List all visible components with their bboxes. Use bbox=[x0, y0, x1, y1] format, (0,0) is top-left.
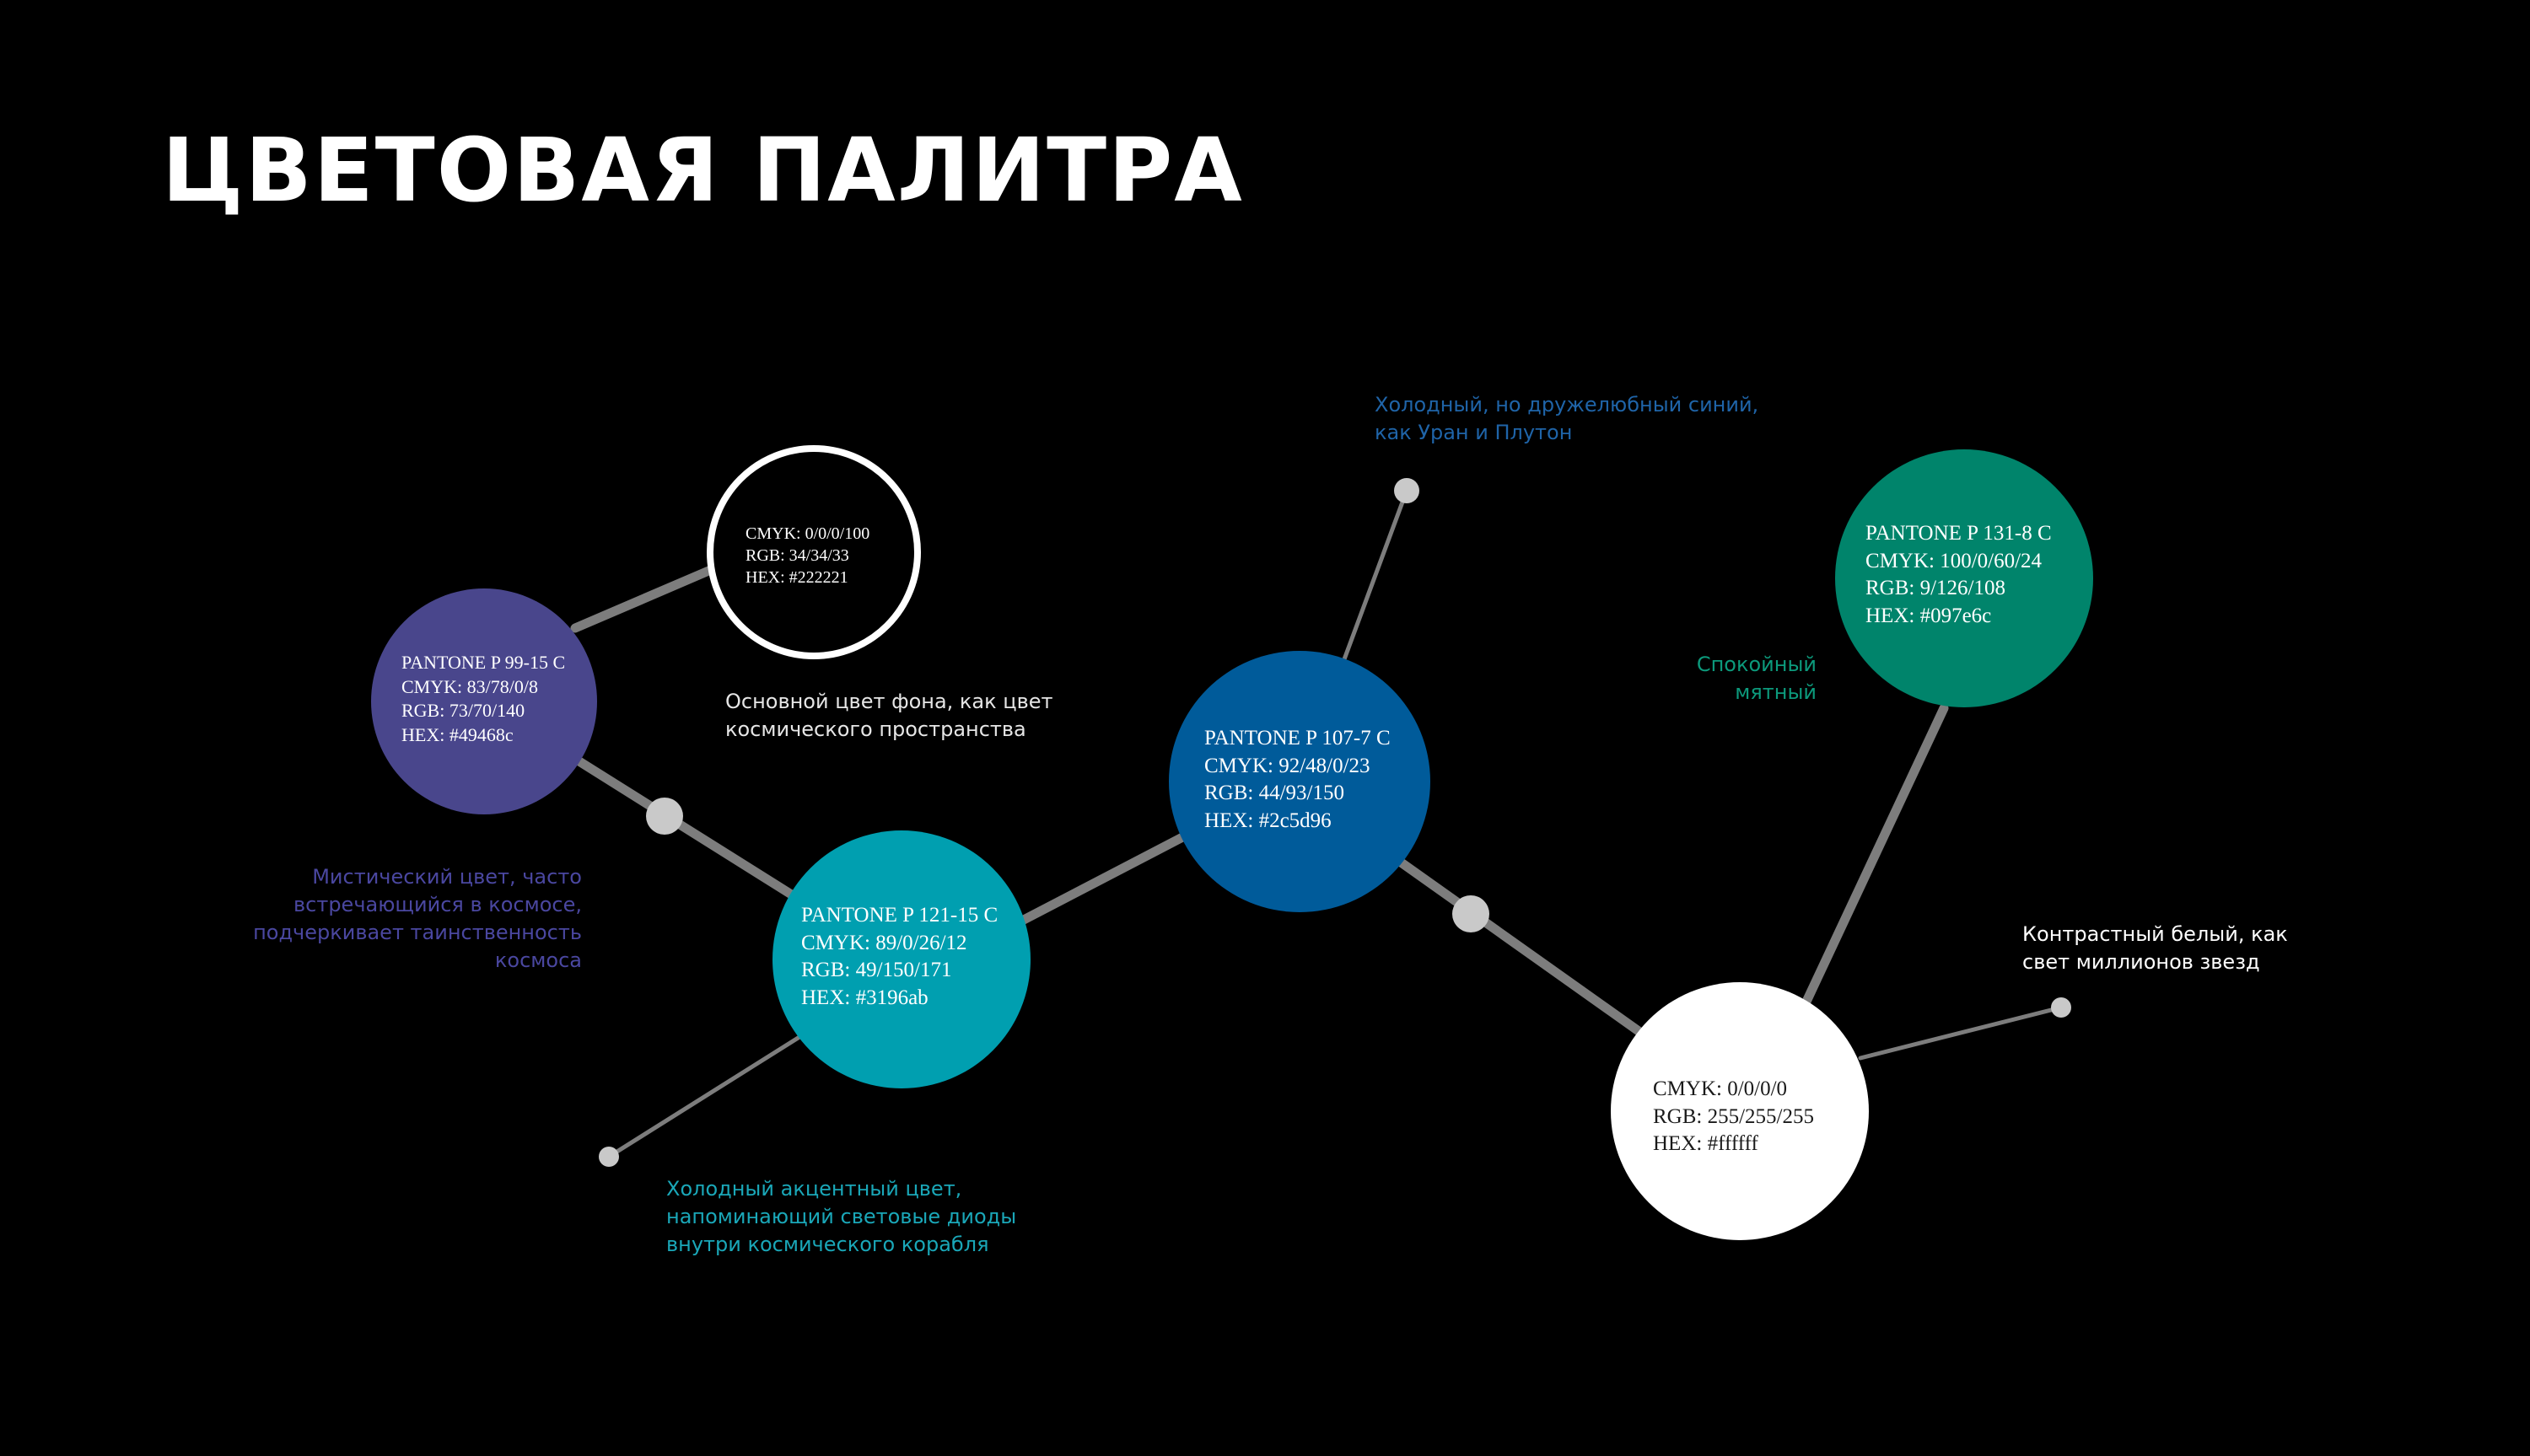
note-mint-line-1: Спокойный bbox=[1696, 653, 1817, 676]
swatch-cyan-info bbox=[801, 902, 998, 1012]
connector-white-mint bbox=[1806, 708, 1944, 1002]
swatch-black-rgb: RGB: 34/34/33 bbox=[746, 546, 849, 565]
connector-violet-cyan bbox=[575, 759, 793, 895]
note-mint-line-2: мятный bbox=[1735, 680, 1817, 704]
swatch-cyan-pantone: PANTONE P 121-15 C bbox=[801, 904, 999, 927]
swatch-violet-rgb: RGB: 73/70/140 bbox=[401, 700, 525, 722]
swatch-mint-cmyk: CMYK: 100/0/60/24 bbox=[1865, 549, 2043, 572]
note-blue-line-2: как Уран и Плутон bbox=[1375, 421, 1573, 444]
note-cyan-line-1: Холодный акцентный цвет, bbox=[666, 1177, 962, 1201]
swatch-mint-rgb: RGB: 9/126/108 bbox=[1865, 577, 2005, 599]
swatch-cyan-hex: HEX: #3196ab bbox=[801, 986, 929, 1009]
swatch-black-hex: HEX: #222221 bbox=[746, 568, 848, 587]
swatch-black-info bbox=[746, 523, 869, 588]
note-mint bbox=[1697, 651, 1817, 707]
note-black-line-1: Основной цвет фона, как цвет bbox=[725, 690, 1053, 713]
node-blue-white bbox=[1452, 895, 1489, 932]
note-violet-line-3: подчеркивает таинственность bbox=[253, 921, 582, 944]
note-cyan-line-2: напоминающий световые диоды bbox=[666, 1205, 1017, 1228]
swatch-white-info bbox=[1653, 1076, 1814, 1158]
swatch-cyan-rgb: RGB: 49/150/171 bbox=[801, 959, 952, 981]
swatch-mint-hex: HEX: #097e6c bbox=[1865, 604, 1992, 627]
note-blue bbox=[1375, 391, 1758, 447]
pin-blue bbox=[1394, 478, 1419, 503]
swatch-violet-hex: HEX: #49468c bbox=[401, 723, 514, 745]
pin-white bbox=[2051, 997, 2071, 1018]
note-black-line-2: космического пространства bbox=[725, 717, 1026, 741]
note-cyan bbox=[666, 1175, 1016, 1259]
note-black bbox=[725, 688, 1052, 744]
swatch-mint-info bbox=[1865, 520, 2052, 630]
note-white-line-1: Контрастный белый, как bbox=[2022, 922, 2288, 946]
swatch-blue-hex: HEX: #2c5d96 bbox=[1204, 809, 1332, 832]
connector-white-pin bbox=[1860, 1007, 2061, 1058]
swatch-violet-cmyk: CMYK: 83/78/0/8 bbox=[401, 675, 538, 697]
swatch-blue-cmyk: CMYK: 92/48/0/23 bbox=[1204, 754, 1370, 777]
page-title: ЦВЕТОВАЯ ПАЛИТРА bbox=[162, 119, 1244, 222]
connector-cyan-pin bbox=[609, 1037, 799, 1157]
swatch-mint-pantone: PANTONE P 131-8 C bbox=[1865, 522, 2052, 545]
note-violet-line-1: Мистический цвет, часто bbox=[312, 865, 582, 889]
note-violet-line-2: встречающийся в космосе, bbox=[293, 893, 582, 916]
swatch-blue-info bbox=[1204, 725, 1391, 835]
swatch-white-cmyk: CMYK: 0/0/0/0 bbox=[1653, 1077, 1788, 1100]
note-violet-line-4: космоса bbox=[494, 948, 582, 972]
connector-cyan-blue bbox=[1022, 835, 1187, 921]
note-blue-line-1: Холодный, но дружелюбный синий, bbox=[1375, 393, 1759, 416]
swatch-violet-info bbox=[401, 651, 565, 747]
swatch-violet-pantone: PANTONE P 99-15 C bbox=[401, 652, 566, 673]
swatch-black-cmyk: CMYK: 0/0/0/100 bbox=[746, 524, 870, 543]
note-white-line-2: свет миллионов звезд bbox=[2022, 950, 2260, 974]
swatch-white-rgb: RGB: 255/255/255 bbox=[1653, 1104, 1814, 1128]
swatch-blue-pantone: PANTONE P 107-7 C bbox=[1204, 727, 1391, 749]
note-violet bbox=[253, 863, 582, 975]
note-white bbox=[2022, 921, 2288, 976]
connector-blue-pin bbox=[1344, 491, 1407, 659]
swatch-cyan-cmyk: CMYK: 89/0/26/12 bbox=[801, 931, 967, 954]
pin-cyan bbox=[599, 1147, 619, 1167]
node-violet-cyan bbox=[646, 798, 683, 835]
swatch-white-hex: HEX: #ffffff bbox=[1653, 1132, 1758, 1155]
note-cyan-line-3: внутри космического корабля bbox=[666, 1233, 989, 1256]
connector-blue-white bbox=[1400, 862, 1644, 1035]
connector-black-violet bbox=[575, 569, 713, 628]
swatch-blue-rgb: RGB: 44/93/150 bbox=[1204, 782, 1344, 804]
